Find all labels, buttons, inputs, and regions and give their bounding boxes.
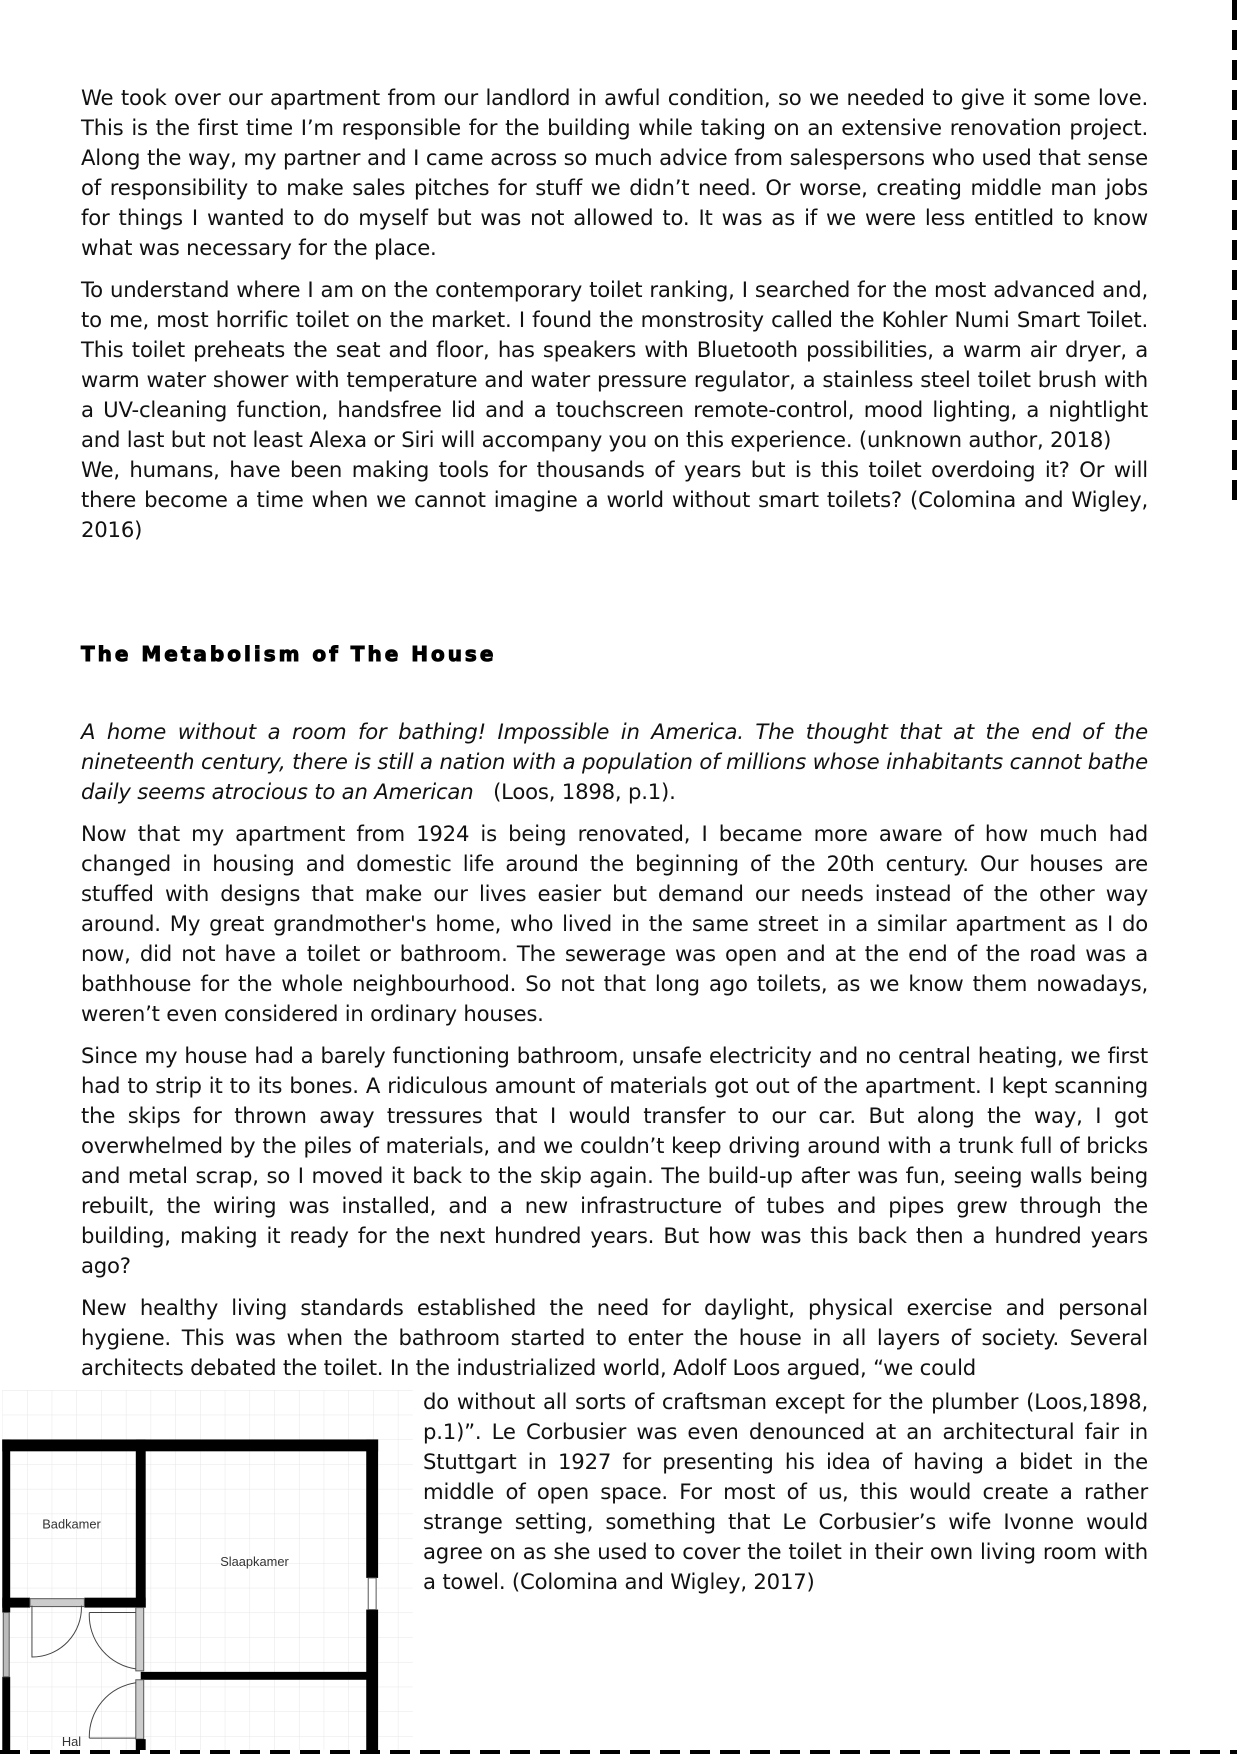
wall-left-upper [2,1439,10,1612]
quote-citation: (Loos, 1898, p.1). [493,779,676,804]
paragraph-renovation: Now that my apartment from 1924 is being renovated, I became more aware of how much had changed in housing and domestic life around the beginning of the 20th century. Our houses are stuffed with designs that make our lives easier but demand our needs instead of the other way around. My great grandmother's home, who lived in the same street in a similar apartment as I do now, did not have a toilet or bathroom. The sewerage was open and at the end of the road was a bathhouse for the whole neighbourhood. So not that long ago toilets, as we know them nowadays, weren’t even considered in ordinary houses. [81,821,1148,1026]
window-left [3,1613,9,1677]
right-dashed-border [1232,0,1237,500]
wall-right-upper [366,1439,378,1577]
room-label-badkamer: Badkamer [42,1516,101,1532]
wall-left-lower [2,1677,10,1750]
room-label-hal: Hal [61,1734,82,1750]
door-bath-frame [30,1599,84,1607]
door-hall-frame [136,1680,144,1739]
wall-bath-right [136,1439,146,1607]
room-label-slaapkamer: Slaapkamer [220,1554,289,1570]
section-heading: The Metabolism of The House [81,642,497,666]
door-bedroom-frame [136,1608,144,1671]
wall-bath-bottom-right [84,1598,145,1608]
paragraph-standards: New healthy living standards established the need for daylight, physical exercise and personal hygiene. This was when the bathroom started to enter the house in all layers of society. Several architects debated the toilet. In the industrialized world, Adolf Loos argued, “we could [81,1295,1148,1380]
wall-top [2,1439,378,1451]
paragraph-apartment: We took over our apartment from our landlord in awful condition, so we needed to give it some love. This is the first time I’m responsible for the building while taking on an extensive renovation project. Along the way, my partner and I came across so much advice from salespersons who used that sense of responsibility to make sales pitches for stuff we didn’t need. Or worse, creating middle man jobs for things I wanted to do myself but was not allowed to. It was as if we were less entitled to know what was necessary for the place. [81,85,1148,260]
quote-text: A home without a room for bathing! Impossible in America. The thought that at the end of the nineteenth century, there is still a nation with a population of millions whose inhabitants cannot bathe daily seems atrocious to an American [81,719,1148,804]
bottom-dashed-border [0,1750,1237,1754]
paragraph-tools: We, humans, have been making tools for thousands of years but is this toilet overdoing it? Or will there become a time when we cannot imagine a world without smart toilets? (Colomina and Wigley, 2016) [81,457,1148,542]
wall-bath-bottom-left [2,1598,30,1608]
loos-quote [81,717,1148,807]
paragraph-smart-toilet: To understand where I am on the contemporary toilet ranking, I searched for the most advanced and, to me, most horrific toilet on the market. I found the monstrosity called the Kohler Numi Smart Toilet. This toilet preheats the seat and floor, has speakers with Bluetooth possibilities, a warm air dryer, a warm water shower with temperature and water pressure regulator, a stainless steel toilet brush with a UV-cleaning function, handsfree lid and a touchscreen remote-control, mood lighting, a nightlight and last but not least Alexa or Siri will accompany you on this experience. (unknown author, 2018) [81,277,1148,452]
main-text-block [81,717,1148,1383]
window-right [368,1578,376,1610]
intro-text-block [81,83,1148,557]
floorplan-image [0,1390,415,1750]
wall-right-lower [366,1610,378,1750]
paragraph-strip: Since my house had a barely functioning bathroom, unsafe electricity and no central heating, we first had to strip it to its bones. A ridiculous amount of materials got out of the apartment. I kept scanning the skips for thrown away tressures that I would transfer to our car. But along the way, I got overwhelmed by the piles of materials, and we couldn’t keep driving around with a trunk full of bricks and metal scrap, so I moved it back to the skip again. The build-up after was fun, seeing walls being rebuilt, the wiring was installed, and a new infrastructure of tubes and pipes grew through the building, making it ready for the next hundred years. But how was this back then a hundred years ago? [81,1043,1148,1278]
wall-hall-stub [136,1739,146,1750]
wall-bedroom-bottom [141,1672,368,1680]
paragraph-corbusier: do without all sorts of craftsman except for the plumber (Loos,1898, p.1)”. Le Corbusier was even denounced at an architectural fair in Stuttgart in 1927 for presenting his idea of having a bidet in the middle of open space. For most of us, this would create a rather strange setting, something that Le Corbusier’s wife Ivonne would agree on as she used to cover the toilet in their own living room with a towel. (Colomina and Wigley, 2017) [423,1389,1148,1594]
